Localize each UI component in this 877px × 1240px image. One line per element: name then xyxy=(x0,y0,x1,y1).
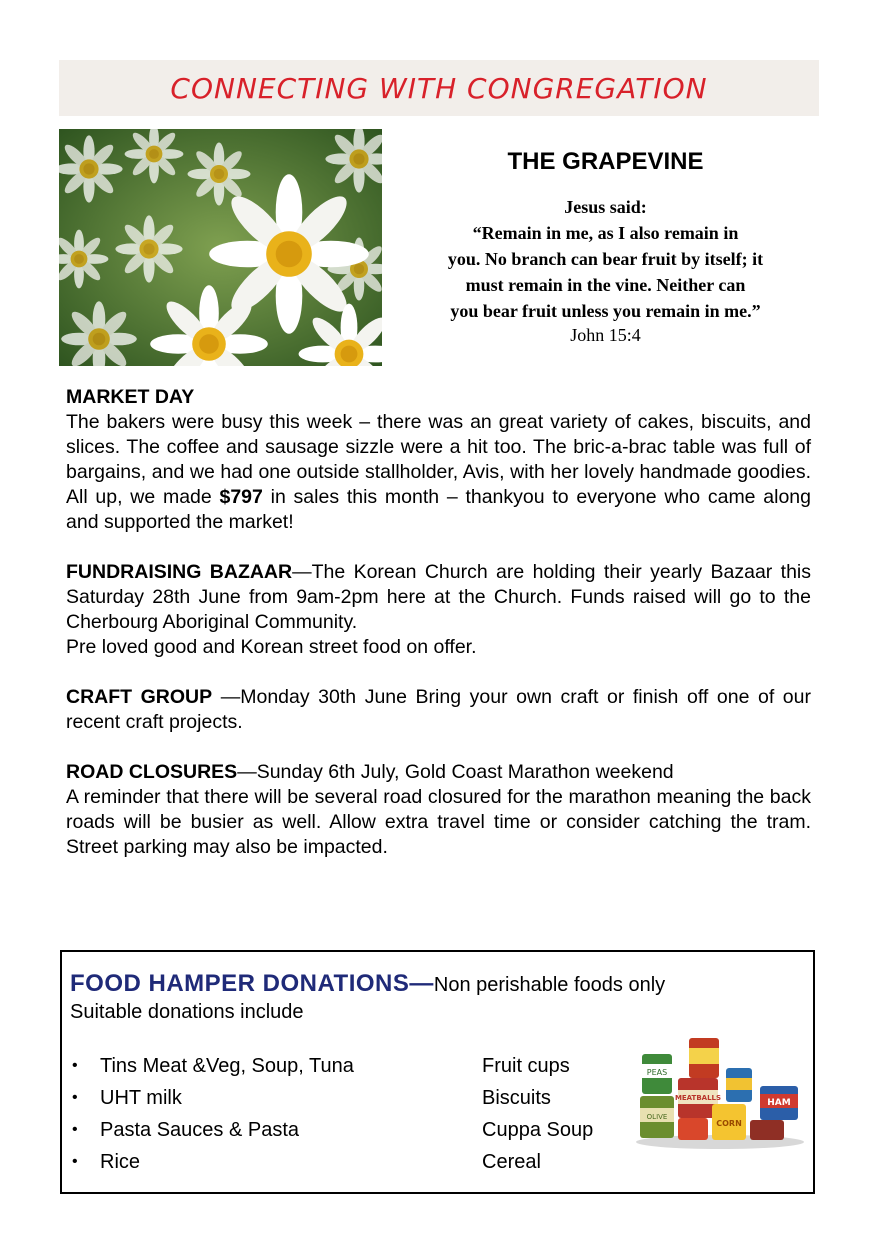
list-item: • Rice xyxy=(70,1146,354,1178)
market-day-body: The bakers were busy this week – there was an great variety of cakes, biscuits, and slices. The coffee and sausage sizzle were a hit too. The bric-a-brac table was full of bargains, and we had one outside stallholder, Avis, with her lovely handmade goodies. All up, we made xyxy=(66,411,811,508)
banner-title: CONNECTING WITH CONGREGATION xyxy=(170,71,708,105)
market-day-text xyxy=(66,410,811,535)
roads-text: A reminder that there will be several road closured for the marathon meaning the back roads will be busier as well. Allow extra travel time or consider catching the tram. Street parking may also be impacted. xyxy=(66,786,811,858)
bazaar-text-2: Pre loved good and Korean street food on offer. xyxy=(66,636,477,658)
can-label: HAM xyxy=(767,1098,791,1108)
list-item: Biscuits xyxy=(482,1087,551,1109)
verse-intro: Jesus said: xyxy=(564,197,647,217)
roads-headline xyxy=(66,760,811,785)
news-content xyxy=(66,385,811,860)
donation-list-right xyxy=(482,1050,593,1178)
food-hamper-header xyxy=(70,970,665,998)
verse-line: must remain in the vine. Neither can xyxy=(465,275,746,295)
header-banner xyxy=(59,60,819,116)
food-hamper-title: FOOD HAMPER DONATIONS— xyxy=(70,970,434,997)
craft-title: CRAFT GROUP xyxy=(66,686,213,708)
food-hamper-intro: Suitable donations include xyxy=(70,1001,304,1023)
verse-reference: John 15:4 xyxy=(570,325,641,345)
list-item: Cuppa Soup xyxy=(482,1119,594,1141)
craft-body: —Monday 30th June Bring your own craft or finish off one of our recent craft projects. xyxy=(66,686,811,733)
food-hamper-box xyxy=(60,950,815,1194)
bazaar-body: —The Korean Church are holding their yearly Bazaar this Saturday 28th June from 9am-2pm here at the Church. Funds raised will go to the Cherbourg Aboriginal Community. xyxy=(66,561,812,633)
bazaar-text xyxy=(66,560,811,635)
can-label: OLIVE xyxy=(646,1113,668,1121)
food-hamper-subtitle: Non perishable foods only xyxy=(433,974,666,996)
verse-line: you bear fruit unless you remain in me.” xyxy=(450,301,761,321)
market-day-body-end: in sales this month – thankyou to everyone who came along and supported the market! xyxy=(66,486,811,533)
list-item: • UHT milk xyxy=(70,1082,354,1114)
craft-text xyxy=(66,685,811,735)
list-item: Fruit cups xyxy=(482,1055,570,1077)
verse-line: “Remain in me, as I also remain in xyxy=(472,223,739,243)
roads-date: —Sunday 6th July, Gold Coast Marathon weekend xyxy=(237,761,674,783)
list-item: Cereal xyxy=(482,1151,541,1173)
can-label: CORN xyxy=(716,1119,742,1128)
can-label: PEAS xyxy=(646,1068,668,1077)
grapevine-title: THE GRAPEVINE xyxy=(507,148,704,175)
bazaar-title: FUNDRAISING BAZAAR xyxy=(66,561,293,583)
list-item: • Pasta Sauces & Pasta xyxy=(70,1114,354,1146)
market-day-title: MARKET DAY xyxy=(66,386,195,408)
donation-list-left xyxy=(70,1050,354,1178)
daisy-flowers-image xyxy=(59,129,382,366)
market-day-amount: $797 xyxy=(219,486,263,508)
daisy-illustration xyxy=(59,129,382,366)
market-day-heading xyxy=(66,385,811,410)
verse-line: you. No branch can bear fruit by itself; it xyxy=(447,249,764,269)
canned-food-image xyxy=(634,1034,806,1150)
can-label: MEATBALLS xyxy=(674,1094,722,1102)
list-item: • Tins Meat &Veg, Soup, Tuna xyxy=(70,1050,354,1082)
grapevine-section xyxy=(392,148,819,346)
roads-title: ROAD CLOSURES xyxy=(66,761,238,783)
